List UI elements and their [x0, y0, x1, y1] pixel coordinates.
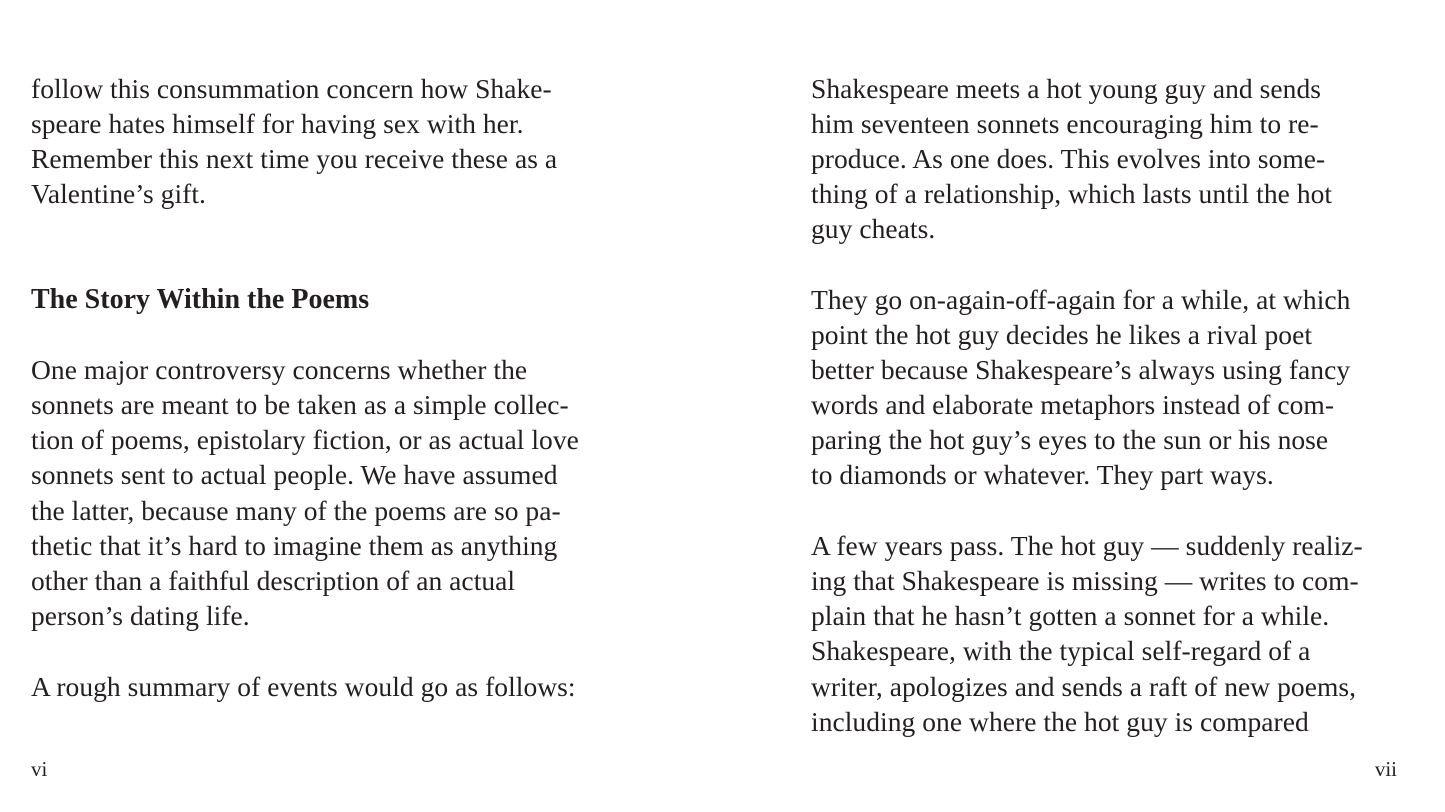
right-page: [811, 0, 1411, 812]
text-line: paring the hot guy’s eyes to the sun or his nose: [811, 424, 1329, 455]
text-line: Shakespeare meets a hot young guy and sends: [811, 73, 1322, 104]
text-line: tion of poems, epistolary fiction, or as actual love: [31, 424, 579, 455]
text-line: One major controversy concerns whether the: [31, 354, 528, 385]
text-line: the latter, because many of the poems are so pa-: [31, 495, 561, 526]
text-line: follow this consummation concern how Shake-: [31, 73, 552, 104]
page-number: vi: [31, 757, 48, 781]
page-number: vii: [1374, 757, 1397, 781]
section-heading: The Story Within the Poems: [31, 284, 370, 315]
text-line: sonnets sent to actual people. We have assumed: [31, 459, 558, 490]
text-line: produce. As one does. This evolves into some-: [811, 143, 1326, 174]
text-line: including one where the hot guy is compared: [811, 706, 1309, 737]
text-line: words and elaborate metaphors instead of com-: [811, 389, 1335, 420]
text-line: ing that Shakespeare is missing — writes to com-: [811, 565, 1359, 596]
text-line: Remember this next time you receive these as a: [31, 143, 558, 174]
text-line: thing of a relationship, which lasts until the hot: [811, 178, 1333, 209]
text-line: other than a faithful description of an actual: [31, 565, 516, 596]
text-line: writer, apologizes and sends a raft of new poems,: [811, 671, 1357, 702]
text-line: Valentine’s gift.: [31, 178, 206, 209]
text-line: point the hot guy decides he likes a rival poet: [811, 319, 1313, 350]
text-line: A few years pass. The hot guy — suddenly realiz-: [811, 530, 1363, 561]
text-line: to diamonds or whatever. They part ways.: [811, 459, 1274, 490]
text-line: him seventeen sonnets encouraging him to re-: [811, 108, 1319, 139]
text-line: thetic that it’s hard to imagine them as anything: [31, 530, 558, 561]
text-line: Shakespeare, with the typical self-regard of a: [811, 635, 1311, 666]
text-line: guy cheats.: [811, 213, 936, 244]
text-line: sonnets are meant to be taken as a simple collec-: [31, 389, 569, 420]
left-page: [31, 0, 631, 812]
text-line: They go on-again-off-again for a while, at which: [811, 284, 1351, 315]
text-line: A rough summary of events would go as follows:: [31, 671, 576, 702]
text-line: person’s dating life.: [31, 600, 250, 631]
text-line: better because Shakespeare’s always using fancy: [811, 354, 1351, 385]
text-line: speare hates himself for having sex with her.: [31, 108, 524, 139]
text-line: plain that he hasn’t gotten a sonnet for a while.: [811, 600, 1330, 631]
